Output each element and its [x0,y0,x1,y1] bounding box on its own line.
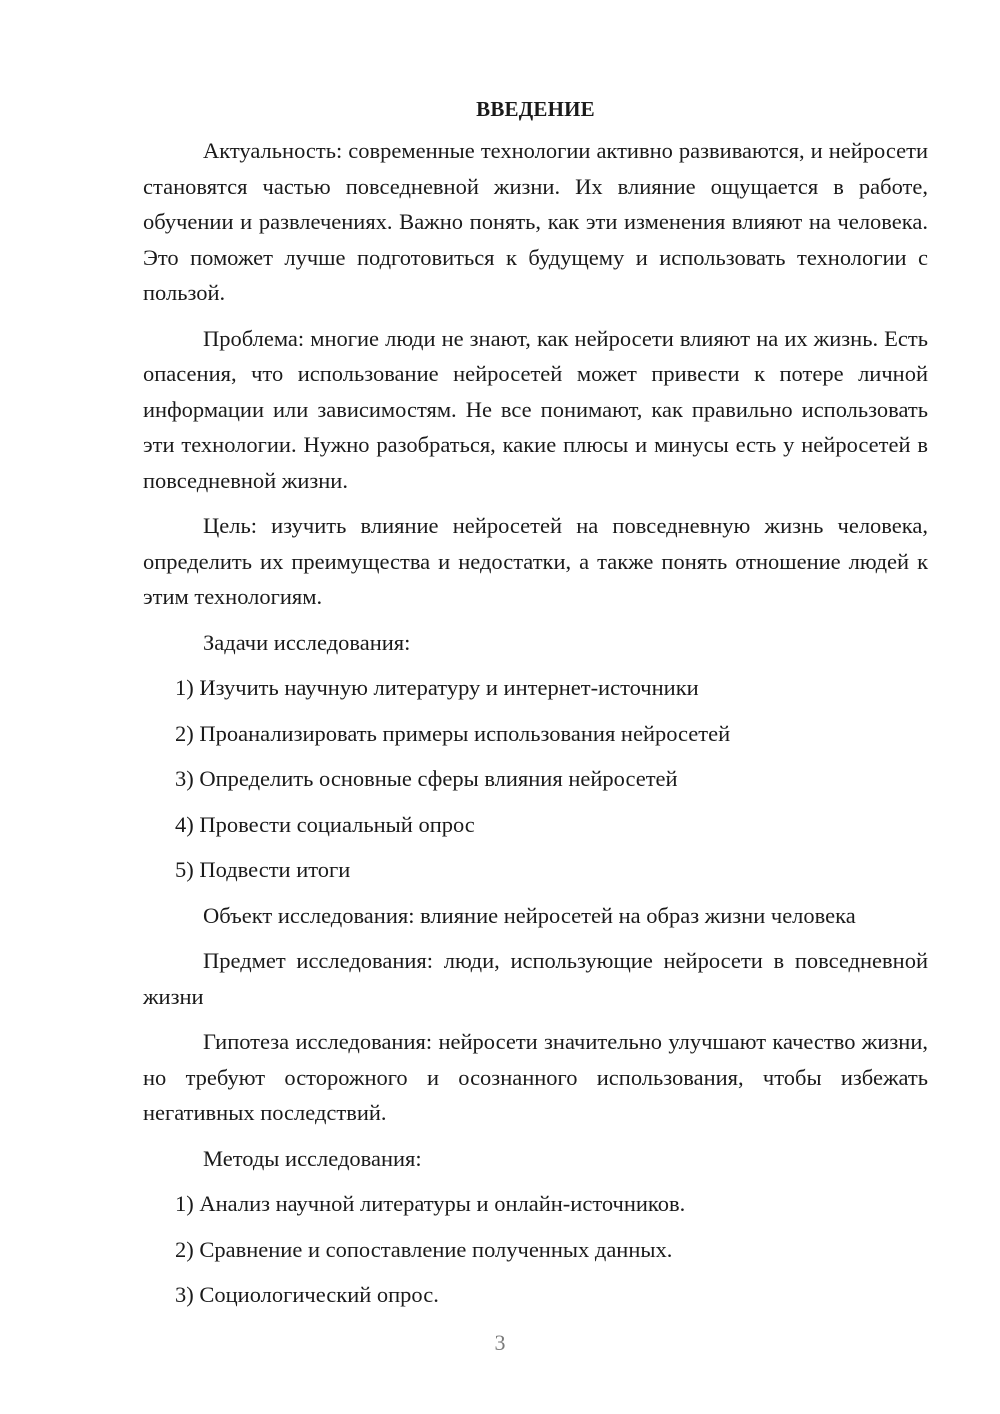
method-item: 1) Анализ научной литературы и онлайн-источников. [175,1191,686,1216]
page-number: 3 [494,1330,506,1355]
task-item: 3) Определить основные сферы влияния нейросетей [175,766,678,791]
page-body [143,92,928,1323]
methods-label: Методы исследования: [203,1145,422,1171]
object-paragraph: Объект исследования: влияние нейросетей на образ жизни человека [203,902,856,928]
method-item: 3) Социологический опрос. [175,1282,439,1307]
tasks-label: Задачи исследования: [203,629,411,655]
hypothesis-paragraph: Гипотеза исследования: нейросети значительно улучшают качество жизни, но требуют осторожного и осознанного использования, чтобы избежать негативных последствий. [143,1029,928,1125]
section-title: ВВЕДЕНИЕ [476,97,595,121]
goal-paragraph: Цель: изучить влияние нейросетей на повседневную жизнь человека, определить их преимущества и недостатки, а также понять отношение людей к этим технологиям. [143,513,928,609]
relevance-paragraph: Актуальность: современные технологии активно развиваются, и нейросети становятся частью повседневной жизни. Их влияние ощущается в работе, обучении и развлечениях. Важно понять, как эти изменения влияют на человека. Это поможет лучше подготовиться к будущему и использовать технологии с пользой. [143,138,928,305]
task-item: 1) Изучить научную литературу и интернет-источники [175,675,699,700]
task-item: 5) Подвести итоги [175,857,351,882]
task-item: 4) Провести социальный опрос [175,811,475,837]
problem-paragraph: Проблема: многие люди не знают, как нейросети влияют на их жизнь. Есть опасения, что использование нейросетей может привести к потере личной информации или зависимостям. Не все понимают, как правильно использовать эти технологии. Нужно разобраться, какие плюсы и минусы есть у нейросетей в повседневной жизни. [143,325,928,493]
method-item: 2) Сравнение и сопоставление полученных данных. [175,1236,673,1262]
task-item: 2) Проанализировать примеры использования нейросетей [175,720,731,746]
subject-paragraph: Предмет исследования: люди, использующие нейросети в повседневной жизни [143,948,928,1009]
